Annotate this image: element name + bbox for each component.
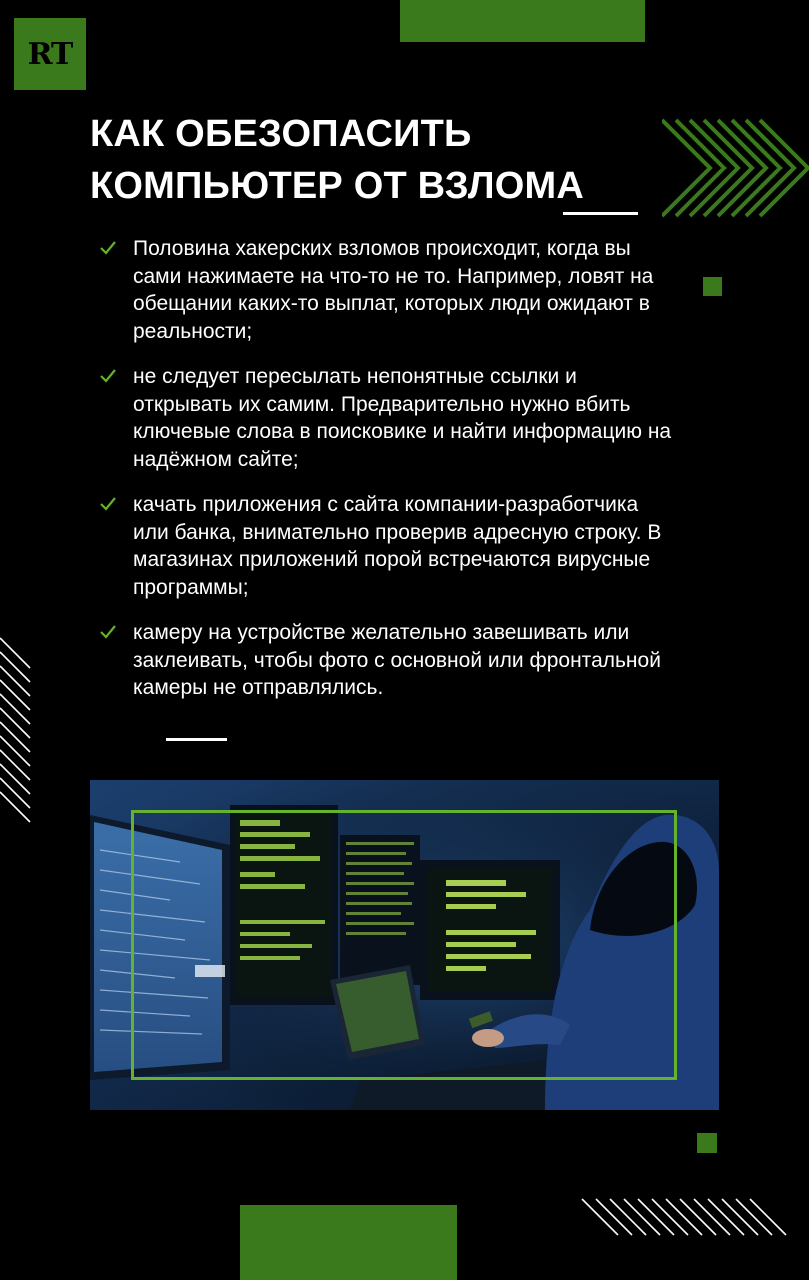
check-icon [99, 495, 117, 513]
green-square-decoration [703, 277, 722, 296]
list-item-text: камеру на устройстве желательно завешивать или заклеивать, чтобы фото с основной или фронтальной камеры не отправлялись. [133, 621, 661, 699]
list-item [97, 235, 677, 345]
list-item [97, 491, 677, 601]
top-green-bar [400, 0, 645, 42]
check-icon [99, 623, 117, 641]
title-line-2: КОМПЬЮТЕР ОТ ВЗЛОМА [90, 165, 584, 207]
green-square-decoration-bottom [697, 1133, 717, 1153]
diagonal-lines-decoration-bottom [580, 1195, 790, 1240]
list-item-text: качать приложения с сайта компании-разработчика или банка, внимательно проверив адресную строку. В магазинах приложений порой встречаются вирусные программы; [133, 493, 662, 599]
list-item [97, 619, 677, 702]
check-icon [99, 239, 117, 257]
list-item-text: не следует пересылать непонятные ссылки и открывать их самим. Предварительно нужно вбить ключевые слова в поисковике и найти информацию на надёжном сайте; [133, 365, 672, 471]
page-title [90, 108, 650, 212]
diagonal-lines-decoration-left [0, 628, 32, 832]
list-item-text: Половина хакерских взломов происходит, когда вы сами нажимаете на что-то не то. Например, ловят на обещании каких-то выплат, которых люди ожидают в реальности; [133, 237, 654, 343]
tips-list [97, 235, 677, 720]
chevron-pattern-decoration [662, 116, 809, 220]
bottom-green-bar [240, 1205, 457, 1280]
section-divider [166, 738, 227, 741]
list-item [97, 363, 677, 473]
photo-green-frame [131, 810, 677, 1080]
title-underline [563, 212, 638, 215]
logo-text: RT [27, 36, 73, 72]
rt-logo [14, 18, 86, 90]
title-line-1: КАК ОБЕЗОПАСИТЬ [90, 113, 472, 155]
check-icon [99, 367, 117, 385]
